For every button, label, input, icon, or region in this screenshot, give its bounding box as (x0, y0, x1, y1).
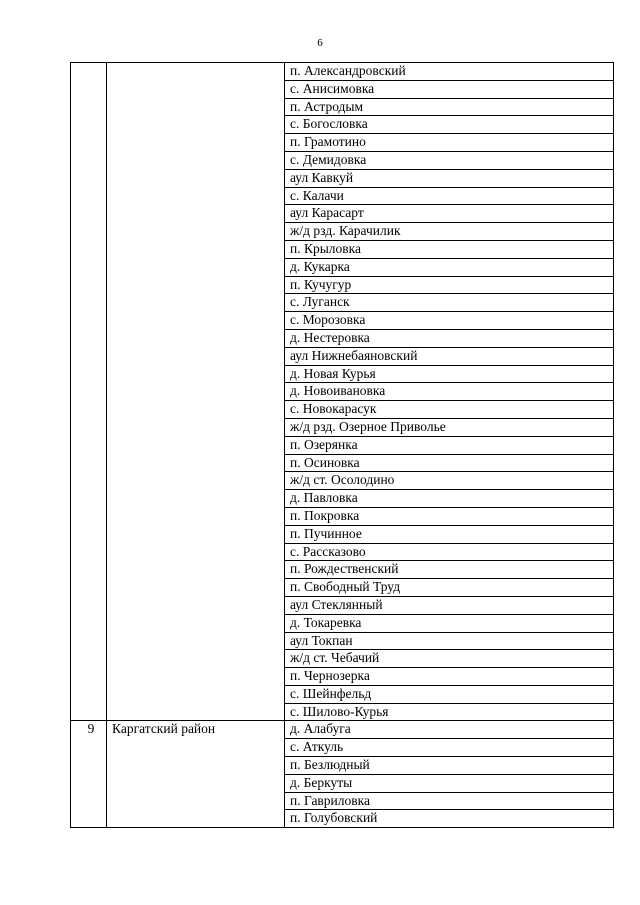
page-number: 6 (317, 37, 323, 49)
settlement-cell: аул Токпан (285, 632, 614, 650)
settlement-cell: с. Аткуль (285, 739, 614, 757)
settlement-cell: п. Чернозерка (285, 668, 614, 686)
settlement-cell: д. Кукарка (285, 258, 614, 276)
settlement-cell: д. Павловка (285, 490, 614, 508)
settlement-cell: с. Демидовка (285, 151, 614, 169)
settlement-cell: с. Калачи (285, 187, 614, 205)
settlement-cell: п. Гавриловка (285, 792, 614, 810)
table-row (71, 721, 614, 739)
settlement-cell: ж/д рзд. Озерное Приволье (285, 418, 614, 436)
settlement-cell: п. Пучинное (285, 525, 614, 543)
settlement-cell: с. Шилово-Курья (285, 703, 614, 721)
settlement-cell: с. Морозовка (285, 312, 614, 330)
settlement-cell: д. Новая Курья (285, 365, 614, 383)
settlement-cell: аул Кавкуй (285, 169, 614, 187)
settlement-cell: д. Нестеровка (285, 329, 614, 347)
settlement-cell: п. Александровский (285, 63, 614, 81)
settlement-cell: ж/д ст. Чебачий (285, 650, 614, 668)
settlement-cell: п. Крыловка (285, 240, 614, 258)
settlement-cell: п. Рождественский (285, 561, 614, 579)
settlements-table (70, 62, 614, 828)
district-number-cell (71, 63, 107, 721)
settlement-cell: п. Безлюдный (285, 757, 614, 775)
settlement-cell: ж/д ст. Осолодино (285, 472, 614, 490)
settlement-cell: аул Стеклянный (285, 596, 614, 614)
settlement-cell: п. Астродым (285, 98, 614, 116)
settlement-cell: с. Богословка (285, 116, 614, 134)
settlement-cell: аул Карасарт (285, 205, 614, 223)
settlement-cell: д. Беркуты (285, 774, 614, 792)
settlement-cell: п. Покровка (285, 507, 614, 525)
table-row (71, 63, 614, 81)
district-name-cell (107, 63, 285, 721)
settlement-cell: д. Алабуга (285, 721, 614, 739)
settlement-cell: п. Озерянка (285, 436, 614, 454)
settlement-cell: с. Рассказово (285, 543, 614, 561)
settlement-cell: с. Луганск (285, 294, 614, 312)
settlement-cell: д. Токаревка (285, 614, 614, 632)
settlement-cell: с. Анисимовка (285, 80, 614, 98)
district-number-cell: 9 (71, 721, 107, 828)
settlement-cell: с. Новокарасук (285, 401, 614, 419)
settlement-cell: п. Свободный Труд (285, 579, 614, 597)
settlement-cell: п. Грамотино (285, 134, 614, 152)
settlement-cell: п. Осиновка (285, 454, 614, 472)
district-name-cell: Каргатский район (107, 721, 285, 828)
settlement-cell: ж/д рзд. Карачилик (285, 223, 614, 241)
settlement-cell: п. Голубовский (285, 810, 614, 828)
settlement-cell: п. Кучугур (285, 276, 614, 294)
settlement-cell: аул Нижнебаяновский (285, 347, 614, 365)
settlement-cell: д. Новоивановка (285, 383, 614, 401)
settlement-cell: с. Шейнфельд (285, 685, 614, 703)
